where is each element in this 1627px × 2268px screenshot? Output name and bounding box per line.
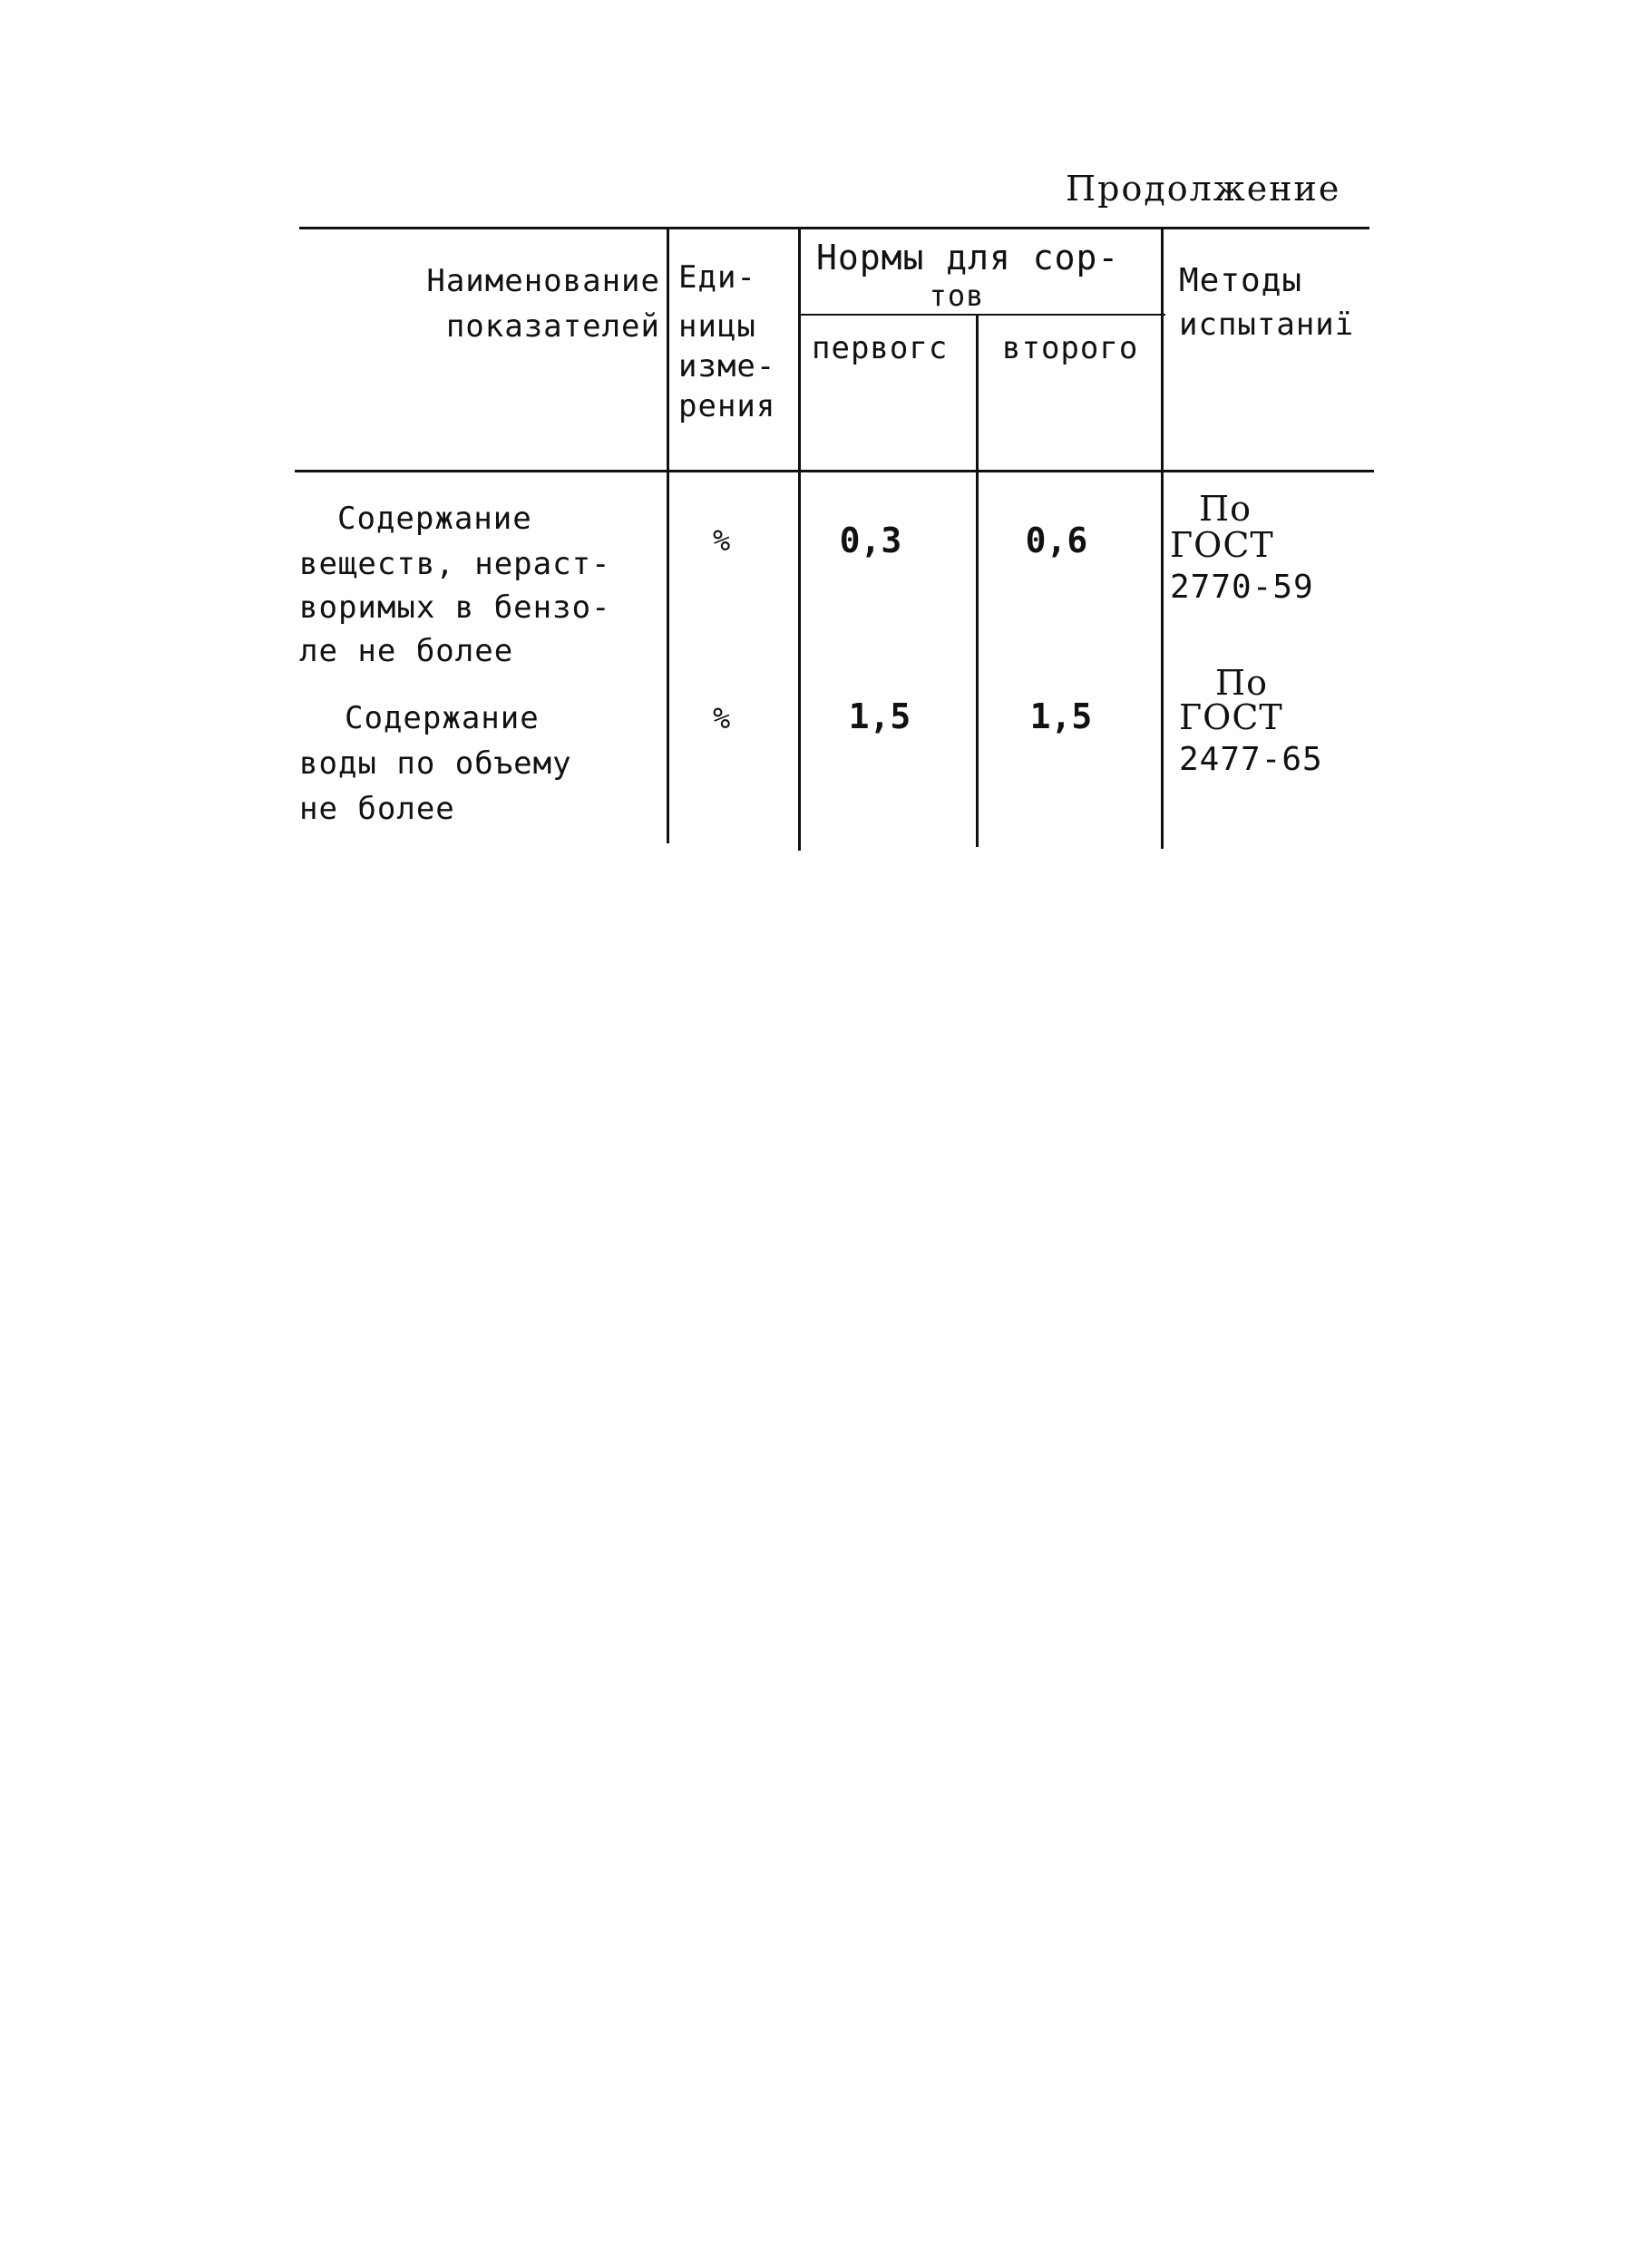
row2-name-line1: Содержание bbox=[345, 700, 540, 736]
row1-name-line2: веществ, нераст- bbox=[299, 546, 611, 582]
header-second-grade: второго bbox=[1002, 330, 1139, 366]
row1-name-line3: воримых в бензо- bbox=[299, 589, 611, 626]
row1-method-line2: ГОСТ bbox=[1170, 525, 1274, 565]
row2-method-line1: По bbox=[1215, 663, 1269, 703]
column-divider-units bbox=[667, 227, 669, 843]
header-first-grade: первогс bbox=[812, 330, 949, 366]
row1-name-line1: Содержание bbox=[337, 501, 532, 537]
header-units-line4: рения bbox=[678, 388, 776, 424]
row1-second-grade-value: 0,6 bbox=[1025, 521, 1088, 560]
header-name-line1: Наименование bbox=[426, 263, 660, 299]
continuation-label: Продолжение bbox=[1066, 169, 1341, 209]
row1-first-grade-value: 0,3 bbox=[839, 521, 902, 560]
row2-method-line3: 2477-65 bbox=[1179, 741, 1323, 778]
column-divider-first-grade bbox=[798, 227, 801, 851]
row1-method-line3: 2770-59 bbox=[1170, 569, 1314, 606]
header-units-line3: изме- bbox=[678, 348, 776, 384]
column-divider-methods bbox=[1161, 227, 1164, 849]
header-norms-line1: Нормы для сор- bbox=[816, 238, 1120, 277]
header-subdivider-rule bbox=[798, 314, 1165, 316]
column-divider-second-grade bbox=[976, 314, 979, 847]
row2-unit: % bbox=[713, 701, 732, 735]
row2-name-line2: воды по объему bbox=[299, 745, 572, 782]
header-methods-line1: Методы bbox=[1179, 262, 1303, 299]
row2-method-line2: ГОСТ bbox=[1179, 697, 1283, 737]
row1-name-line4: ле не более bbox=[299, 633, 514, 669]
row2-name-line3: не более bbox=[299, 791, 455, 827]
row2-first-grade-value: 1,5 bbox=[848, 696, 911, 736]
row1-method-line1: По bbox=[1199, 489, 1252, 529]
row2-second-grade-value: 1,5 bbox=[1029, 696, 1093, 736]
header-units-line2: ницы bbox=[678, 308, 756, 345]
header-methods-line2: испытаниї bbox=[1179, 307, 1355, 343]
header-units-line1: Еди- bbox=[678, 259, 756, 296]
row1-unit: % bbox=[713, 523, 732, 558]
header-bottom-rule bbox=[295, 470, 1374, 472]
header-name-line2: показателей bbox=[445, 308, 660, 345]
header-norms-line2: тов bbox=[929, 278, 985, 313]
table-top-rule bbox=[299, 227, 1369, 229]
